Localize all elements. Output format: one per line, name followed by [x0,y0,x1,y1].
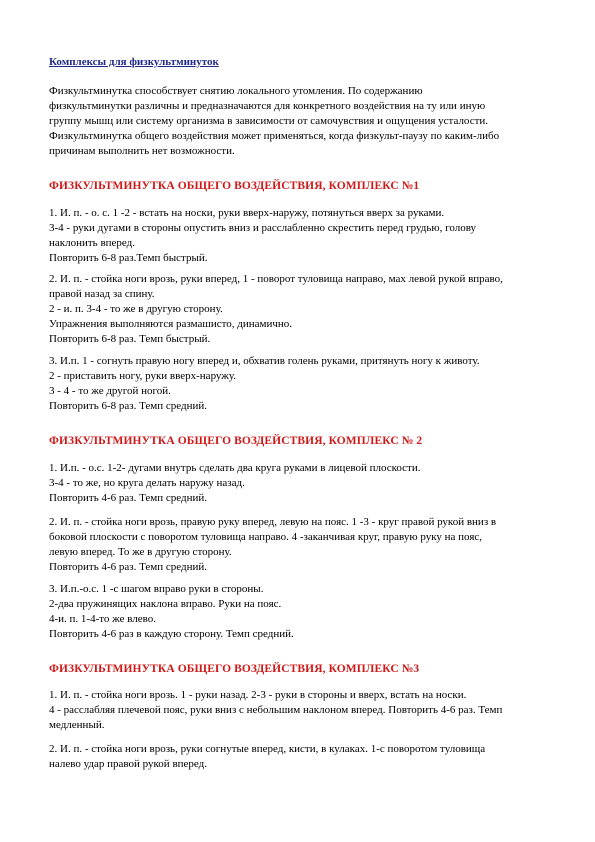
text-line: медленный. [49,719,105,731]
text-line: Повторить 4-6 раз. Темп средний. [49,561,208,573]
intro-paragraph [49,84,549,159]
exercise-2-2 [49,515,549,575]
text-line: Повторить 6-8 раз. Темп быстрый. [49,333,211,345]
document-title: Комплексы для физкультминуток [49,56,219,68]
text-line: боковой плоскости с поворотом туловища направо. 4 -заканчивая круг, правую руку на пояс, [49,531,483,543]
text-line: 1. И. п. - стойка ноги врозь. 1 - руки назад. 2-3 - руки в стороны и вверх, встать на носки. [49,689,467,701]
exercise-3-2 [49,742,549,772]
text-line: 4-и. п. 1-4-то же влево. [49,613,157,625]
text-line: наклонить вперед. [49,237,135,249]
exercise-2-1 [49,461,549,506]
text-line: физкультминутки различны и предназначаются для конкретного воздействия на ту или иную [49,100,486,112]
exercise-1-1 [49,206,549,266]
exercise-3-1 [49,688,549,733]
exercise-1-2 [49,272,549,347]
text-line: 2. И. п. - стойка ноги врозь, руки вперед, 1 - поворот туловища направо, мах левой рукой вправо, [49,273,503,285]
text-line: Физкультминутка способствует снятию локального утомления. По содержанию [49,85,423,97]
text-line: Физкультминутка общего воздействия может применяться, когда физкульт-паузу по каким-либо [49,130,500,142]
text-line: 3-4 - руки дугами в стороны опустить вниз и расслабленно скрестить перед грудью, голову [49,222,477,234]
text-line: 4 - расслабляя плечевой пояс, руки вниз с небольшим наклоном вперед. Повторить 4-6 раз. Темп [49,704,503,716]
text-line: причинам выполнить нет возможности. [49,145,235,157]
text-line: 2. И. п. - стойка ноги врозь, руки согнутые вперед, кисти, в кулаках. 1-с поворотом туловища [49,743,486,755]
text-line: левую вперед. То же в другую сторону. [49,546,232,558]
text-line: 2 - приставить ногу, руки вверх-наружу. [49,370,237,382]
text-line: группу мышц или систему организма в зависимости от самочувствия и ощущения усталости. [49,115,489,127]
text-line: 1. И. п. - о. с. 1 -2 - встать на носки, руки вверх-наружу, потянуться вверх за руками. [49,207,445,219]
text-line: Повторить 6-8 раз. Темп средний. [49,400,208,412]
text-line: 2 - и. п. 3-4 - то же в другую сторону. [49,303,223,315]
text-line: Повторить 4-6 раз в каждую сторону. Темп средний. [49,628,294,640]
exercise-1-3 [49,354,549,414]
exercise-2-3 [49,582,549,642]
text-line: 3-4 - то же, но круга делать наружу назад. [49,477,245,489]
text-line: Повторить 6-8 раз.Темп быстрый. [49,252,208,264]
text-line: Упражнения выполняются размашисто, динамично. [49,318,293,330]
text-line: правой назад за спину. [49,288,155,300]
section-heading-3: ФИЗКУЛЬТМИНУТКА ОБЩЕГО ВОЗДЕЙСТВИЯ, КОМПЛЕКС №3 [49,663,420,675]
text-line: 3 - 4 - то же другой ногой. [49,385,171,397]
text-line: налево удар правой рукой вперед. [49,758,207,770]
text-line: 3. И.п. 1 - согнуть правую ногу вперед и, обхватив голень руками, притянуть ногу к животу. [49,355,480,367]
text-line: 2. И. п. - стойка ноги врозь, правую руку вперед, левую на пояс. 1 -3 - круг правой рукой вниз в [49,516,497,528]
text-line: 3. И.п.-о.с. 1 -с шагом вправо руки в стороны. [49,583,264,595]
text-line: Повторить 4-6 раз. Темп средний. [49,492,208,504]
text-line: 2-два пружинящих наклона вправо. Руки на пояс. [49,598,282,610]
text-line: 1. И.п. - о.с. 1-2- дугами внутрь сделать два круга руками в лицевой плоскости. [49,462,421,474]
section-heading-2: ФИЗКУЛЬТМИНУТКА ОБЩЕГО ВОЗДЕЙСТВИЯ, КОМПЛЕКС № 2 [49,435,423,447]
section-heading-1: ФИЗКУЛЬТМИНУТКА ОБЩЕГО ВОЗДЕЙСТВИЯ, КОМПЛЕКС №1 [49,180,420,192]
